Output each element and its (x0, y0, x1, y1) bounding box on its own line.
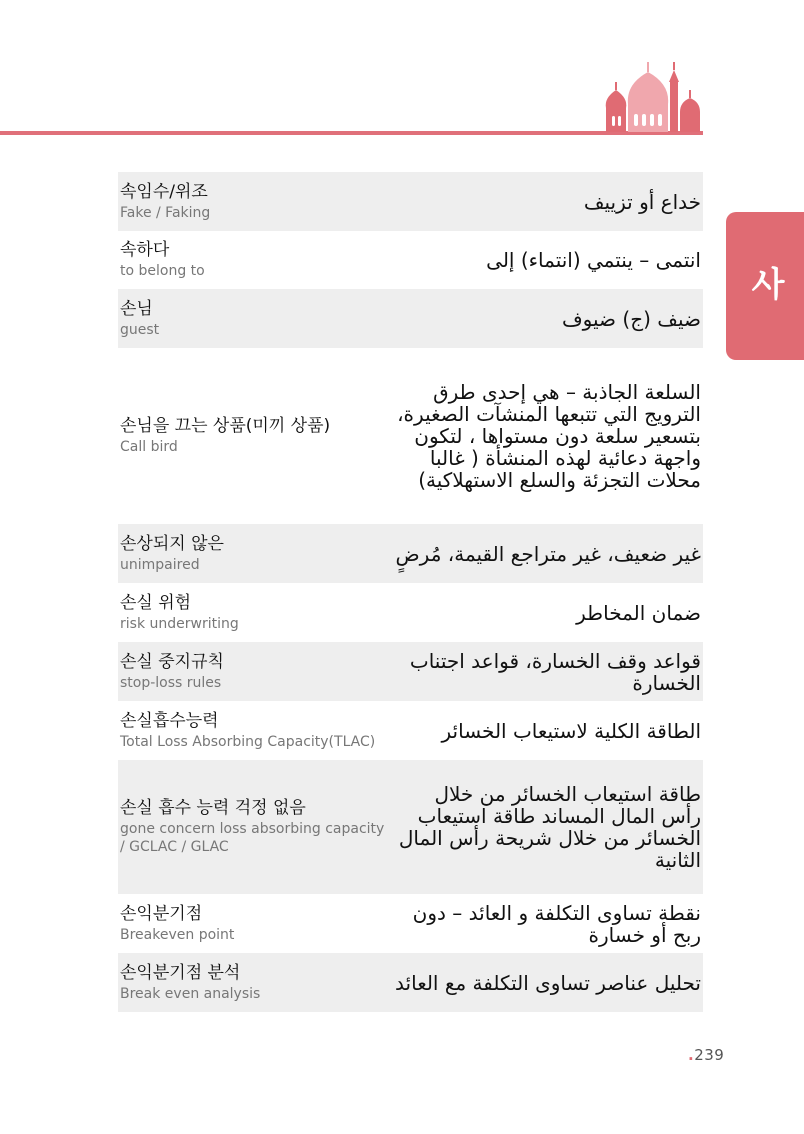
english-term: unimpaired (120, 556, 200, 573)
english-term: Break even analysis (120, 985, 261, 1002)
korean-term: 손님 (120, 298, 153, 319)
english-term: stop-loss rules (120, 674, 222, 691)
mosque-icon (600, 60, 704, 134)
table-row (118, 642, 703, 701)
arabic-term: الطاقة الكلية لاستيعاب الخسائر (441, 718, 701, 743)
arabic-term: ضمان المخاطر (576, 600, 701, 625)
korean-term: 손실 중지규칙 (120, 651, 224, 672)
korean-term: 손익분기점 분석 (120, 962, 241, 983)
korean-term: 손상되지 않은 (120, 533, 224, 554)
arabic-term: ضيف (ج) ضيوف (561, 306, 701, 331)
english-term: risk underwriting (120, 615, 239, 632)
table-row (118, 172, 703, 231)
header-rule (0, 131, 703, 135)
table-row (118, 894, 703, 953)
arabic-term: انتمى – ينتمي (انتماء) إلى (486, 248, 701, 272)
bullet-dot-icon: . (688, 1046, 695, 1064)
section-tab-label: 사 (751, 264, 785, 305)
english-term: to belong to (120, 263, 205, 279)
table-row (118, 348, 703, 524)
table-row (118, 231, 703, 289)
table-row (118, 760, 703, 894)
table-row (118, 583, 703, 642)
english-term: Call bird (120, 439, 178, 455)
arabic-term: السلعة الجاذبة – هي إحدى طرق الترويج التي تتبعها المنشآت الصغيرة، بتسعير سلعة دون مستواها ، لتكون واجهة دعائية لهذه المنشأة ( غالبا محلات التجزئة والسلع الاستهلاكية) (397, 380, 701, 492)
table-row (118, 953, 703, 1012)
arabic-term: غير ضعيف، غير متراجع القيمة، مُرضٍ (395, 541, 701, 566)
english-term: Fake / Faking (120, 204, 211, 221)
korean-term: 손익분기점 (120, 903, 203, 924)
arabic-term: تحليل عناصر تساوى التكلفة مع العائد (395, 970, 701, 995)
table-row (118, 524, 703, 583)
arabic-term: طاقة استيعاب الخسائر من خلال رأس المال المساند طاقة استيعاب الخسائر من خلال شريحة رأس المال الثانية (398, 782, 701, 872)
korean-term: 속임수/위조 (120, 181, 208, 202)
english-term: gone concern loss absorbing capacity / GCLAC / GLAC (120, 821, 385, 855)
section-tab[interactable] (726, 212, 804, 360)
korean-term: 손님을 끄는 상품(미끼 상품) (120, 416, 331, 436)
korean-term: 속하다 (120, 240, 170, 260)
korean-term: 손실 위험 (120, 592, 192, 613)
table-row (118, 289, 703, 348)
english-term: Breakeven point (120, 926, 235, 943)
korean-term: 손실 흡수 능력 걱정 없음 (120, 798, 306, 818)
korean-term: 손실흡수능력 (120, 710, 219, 731)
english-term: Total Loss Absorbing Capacity(TLAC) (120, 733, 376, 750)
page-number-value: 239 (694, 1046, 725, 1064)
arabic-term: نقطة تساوى التكلفة و العائد – دون ربح أو خسارة (412, 900, 701, 947)
table-row (118, 701, 703, 760)
arabic-term: خداع أو تزييف (583, 189, 701, 214)
page-number (688, 1046, 724, 1064)
english-term: guest (120, 321, 160, 338)
glossary-table (118, 172, 703, 1012)
arabic-term: قواعد وقف الخسارة، قواعد اجتناب الخسارة (409, 648, 701, 695)
